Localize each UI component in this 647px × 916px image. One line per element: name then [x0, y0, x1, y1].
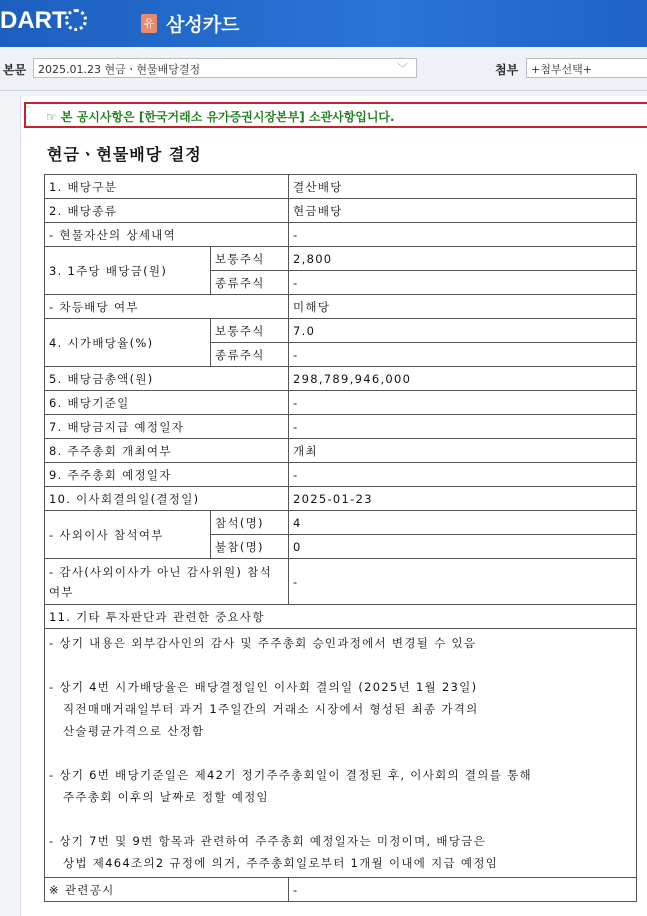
table-row — [45, 295, 637, 319]
sub-label: 보통주식 — [211, 319, 289, 343]
sub-label: 참석(명) — [211, 511, 289, 535]
sub-label: 종류주식 — [211, 343, 289, 367]
logo-mark-icon — [65, 9, 87, 31]
attach-select-value: +첨부선택+ — [531, 63, 592, 76]
note-line: 산술평균가격으로 산정함 — [63, 724, 205, 738]
table-row — [45, 223, 637, 247]
note-line: 직전매매거래일부터 과거 1주일간의 거래소 시장에서 형성된 최종 가격의 — [63, 702, 479, 716]
row-label: - 현물자산의 상세내역 — [45, 223, 289, 247]
table-row — [45, 559, 637, 605]
row-value: 미해당 — [289, 295, 637, 319]
row-value: - — [289, 271, 637, 295]
table-row — [45, 878, 637, 902]
body-select[interactable] — [33, 58, 417, 78]
table-row — [45, 175, 637, 199]
row-label: 2. 배당종류 — [45, 199, 289, 223]
row-value: 2025-01-23 — [289, 487, 637, 511]
company-name[interactable]: 삼성카드 — [166, 14, 240, 36]
market-badge: 유 — [141, 14, 157, 33]
row-value: 결산배당 — [289, 175, 637, 199]
row-value: 2,800 — [289, 247, 637, 271]
row-value: - — [289, 415, 637, 439]
table-row — [45, 391, 637, 415]
row-label: - 차등배당 여부 — [45, 295, 289, 319]
page-title: 현금ㆍ현물배당 결정 — [47, 145, 202, 164]
table-row — [45, 629, 637, 878]
note-line: - 상기 7번 및 9번 항목과 관련하여 주주총회 예정일자는 미정이며, 배당금은 — [49, 834, 487, 848]
section-heading: 11. 기타 투자판단과 관련한 중요사항 — [45, 605, 637, 629]
toolbar — [0, 47, 647, 91]
note-line: - 상기 6번 배당기준일은 제42기 정기주주총회일이 결정된 후, 이사회의 결의를 통해 — [49, 768, 532, 782]
sub-label: 불참(명) — [211, 535, 289, 559]
row-value: - — [289, 463, 637, 487]
row-label: 4. 시가배당율(%) — [45, 319, 211, 367]
row-value: - — [289, 343, 637, 367]
row-value: - — [289, 559, 637, 605]
table-row — [45, 463, 637, 487]
row-value: 298,789,946,000 — [289, 367, 637, 391]
body-label: 본문 — [3, 63, 27, 77]
table-row — [45, 415, 637, 439]
row-value: - — [289, 878, 637, 902]
row-value: - — [289, 391, 637, 415]
row-label: - 감사(사외이사가 아닌 감사위원) 참석여부 — [45, 559, 289, 605]
row-label: 3. 1주당 배당금(원) — [45, 247, 211, 295]
notes-cell — [45, 629, 637, 878]
row-value: 7.0 — [289, 319, 637, 343]
logo-text: DART — [0, 7, 67, 34]
sub-label: 종류주식 — [211, 271, 289, 295]
row-value: - — [289, 223, 637, 247]
note-line: - 상기 내용은 외부감사인의 감사 및 주주총회 승인과정에서 변경될 수 있음 — [49, 636, 477, 650]
dart-logo[interactable] — [0, 7, 87, 35]
table-row — [45, 439, 637, 463]
row-label: 1. 배당구분 — [45, 175, 289, 199]
row-label: 6. 배당기준일 — [45, 391, 289, 415]
table-row — [45, 511, 637, 535]
header-bar — [0, 0, 647, 47]
row-value: 현금배당 — [289, 199, 637, 223]
row-value: 개최 — [289, 439, 637, 463]
row-label: ※ 관련공시 — [45, 878, 289, 902]
row-label: 8. 주주총회 개최여부 — [45, 439, 289, 463]
row-value: 0 — [289, 535, 637, 559]
attach-select[interactable] — [526, 58, 647, 78]
note-line: 주주총회 이후의 날짜로 정할 예정임 — [63, 790, 269, 804]
row-value: 4 — [289, 511, 637, 535]
table-row — [45, 367, 637, 391]
table-row — [45, 319, 637, 343]
table-row — [45, 605, 637, 629]
sub-label: 보통주식 — [211, 247, 289, 271]
row-label: 7. 배당금지급 예정일자 — [45, 415, 289, 439]
attach-label: 첨부 — [495, 63, 519, 77]
table-row — [45, 247, 637, 271]
notice-banner: ☞ 본 공시사항은 [한국거래소 유가증권시장본부] 소관사항입니다. — [24, 102, 647, 128]
body-select-value: 2025.01.23 현금ㆍ현물배당결정 — [38, 63, 201, 76]
row-label: 5. 배당금총액(원) — [45, 367, 289, 391]
note-line: - 상기 4번 시가배당율은 배당결정일인 이사회 결의일 (2025년 1월 23일) — [49, 680, 478, 694]
table-row — [45, 487, 637, 511]
chevron-down-icon: ﹀ — [397, 62, 408, 75]
table-row — [45, 199, 637, 223]
row-label: 9. 주주총회 예정일자 — [45, 463, 289, 487]
note-line: 상법 제464조의2 규정에 의거, 주주총회일로부터 1개월 이내에 지급 예정임 — [63, 856, 499, 870]
row-label: 10. 이사회결의일(결정일) — [45, 487, 289, 511]
row-label: - 사외이사 참석여부 — [45, 511, 211, 559]
disclosure-table — [44, 174, 637, 902]
